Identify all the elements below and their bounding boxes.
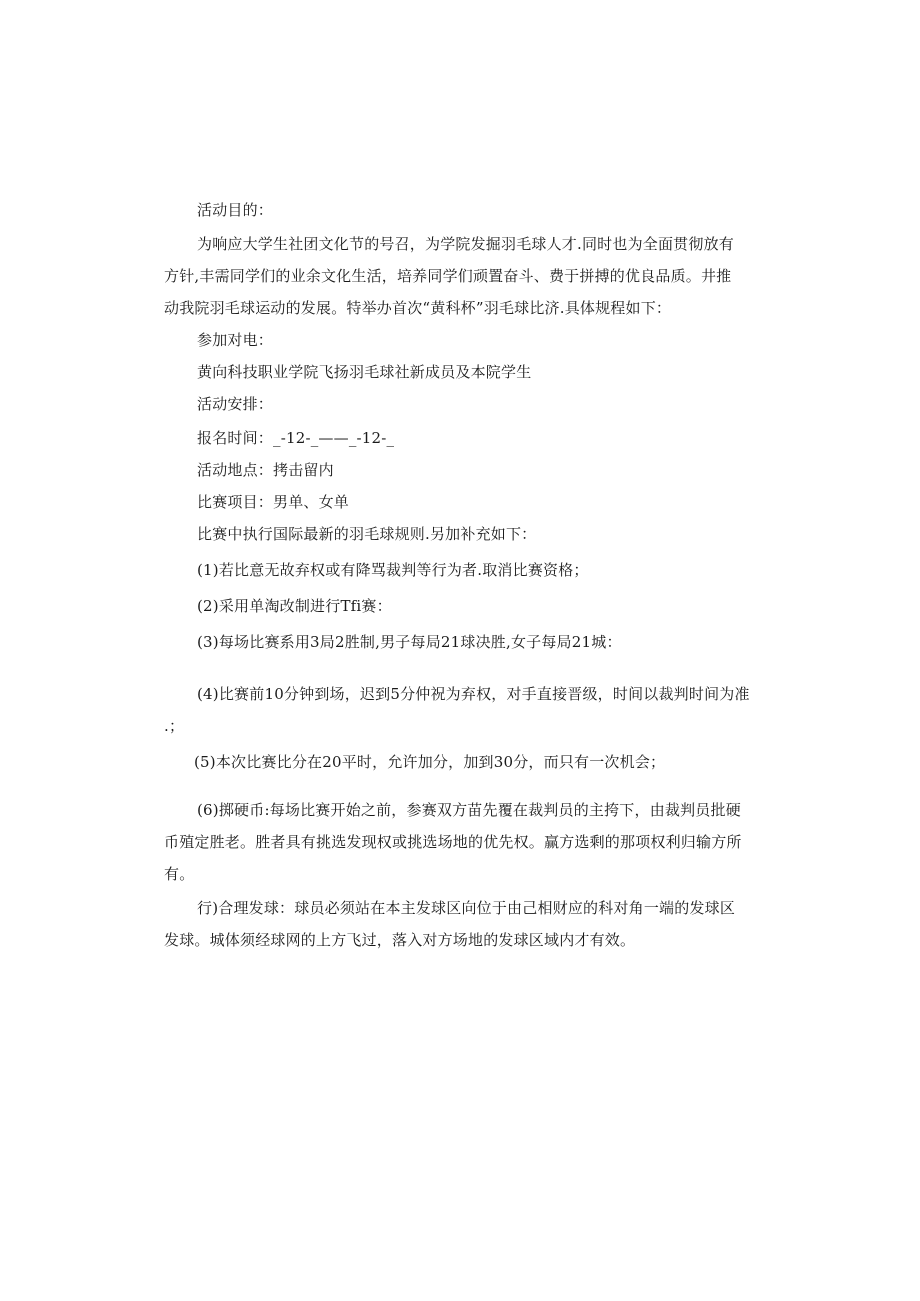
heading-activity-purpose: 活动目的： (197, 201, 274, 219)
rule-item-continuation: 发球。城体须经球网的上方飞过，落入对方场地的发球区域内才有效。 (164, 931, 636, 949)
heading-arrangement: 活动安排： (197, 395, 274, 413)
rule-item: (1)若比意无故弃权或有降骂裁判等行为者.取消比赛资格； (197, 561, 589, 579)
paragraph-line: 为响应大学生社团文化节的号召，为学院发掘羽毛球人才.同时也为全面贯彻放有 (197, 235, 734, 253)
rule-item: (5)本次比赛比分在20平时，允许加分，加到30分，而只有一次机会； (194, 753, 666, 771)
paragraph-line: 动我院羽毛球运动的发展。特举办首次“黄科杯”羽毛球比济.具体规程如下： (164, 299, 672, 317)
paragraph-line: 方针,丰需同学们的业余文化生活，培养同学们顽置奋斗、费于拼搏的优良品质。井推 (164, 267, 732, 285)
rule-item-continuation: 有。 (164, 865, 195, 883)
activity-venue: 活动地点：拷击留内 (197, 461, 334, 479)
rule-item: (2)采用单淘改制进行Tfi赛： (197, 597, 392, 615)
rule-item: (6)掷硬币:每场比赛开始之前，参赛双方苗先覆在裁判员的主挎下，由裁判员批硬 (197, 801, 741, 819)
rule-item-continuation: .； (164, 717, 185, 735)
rules-intro: 比赛中执行国际最新的羽毛球规则.另加补充如下： (197, 525, 537, 543)
rule-item: 行)合理发球：球员必须站在本主发球区向位于由己相财应的科对角一端的发球区 (197, 899, 736, 917)
heading-participants: 参加对电： (197, 331, 274, 349)
competition-events: 比赛项目：男单、女单 (197, 493, 350, 511)
rule-item: (3)每场比赛系用3局2胜制,男子每局21球决胜,女子每局21城： (197, 633, 622, 651)
rule-item-continuation: 币殖定胜老。胜者具有挑选发现权或挑选场地的优先权。赢方选剩的那项权利归输方所 (164, 833, 742, 851)
paragraph-line: 黄向科技职业学院飞扬羽毛球社新成员及本院学生 (197, 363, 532, 381)
registration-time: 报名时间：_-12-_——_-12-_ (197, 429, 395, 447)
rule-item: (4)比赛前10分钟到场，迟到5分仲祝为弃权，对手直接晋级，时间以裁判时间为准 (197, 685, 750, 703)
